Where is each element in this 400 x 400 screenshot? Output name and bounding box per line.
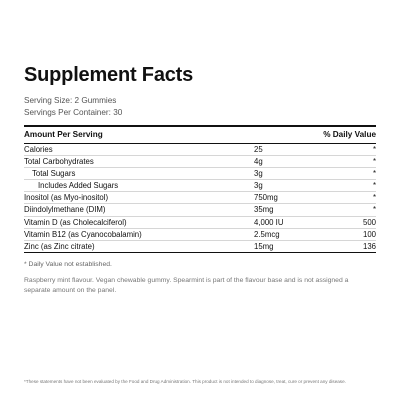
table-row — [24, 192, 376, 204]
nutrient-amount: 35mg — [254, 205, 274, 215]
table-row — [24, 156, 376, 168]
table-row — [24, 180, 376, 192]
nutrient-name: Total Sugars — [32, 169, 76, 179]
nutrient-name: Diindolylmethane (DIM) — [24, 205, 106, 215]
nutrient-name: Vitamin D (as Cholecalciferol) — [24, 217, 127, 227]
nutrient-amount: 3g — [254, 169, 263, 179]
nutrient-name: Total Carbohydrates — [24, 157, 94, 167]
nutrient-amount: 3g — [254, 181, 263, 191]
supplement-facts-panel — [24, 62, 376, 297]
table-row — [24, 204, 376, 216]
nutrient-amount: 4g — [254, 157, 263, 167]
nutrient-amount: 2.5mcg — [254, 229, 280, 239]
fda-disclaimer: *These statements have not been evaluated by the Food and Drug Administration. This product is not intended to diagnose, treat, cure or prevent any disease. — [24, 379, 346, 384]
nutrient-daily-value: 100 — [362, 229, 376, 239]
nutrient-amount: 25 — [254, 145, 263, 154]
table-row — [24, 229, 376, 241]
table-row — [24, 241, 376, 253]
nutrient-daily-value: 500 — [362, 217, 376, 227]
nutrient-amount: 15mg — [254, 241, 274, 251]
nutrient-daily-value: * — [372, 181, 376, 191]
nutrient-name: Includes Added Sugars — [38, 181, 119, 191]
nutrient-name: Zinc (as Zinc citrate) — [24, 241, 95, 251]
nutrient-name: Inositol (as Myo-inositol) — [24, 193, 109, 203]
nutrient-amount: 4,000 IU — [254, 217, 284, 227]
daily-value-header: % Daily Value — [323, 130, 376, 139]
table-row — [24, 144, 376, 156]
nutrient-amount: 750mg — [254, 193, 278, 203]
nutrient-daily-value: * — [372, 145, 376, 154]
product-description: Raspberry mint flavour. Vegan chewable gummy. Spearmint is part of the flavour base and is not assigned a separate amount on the panel. — [24, 276, 349, 295]
nutrient-daily-value: 136 — [362, 241, 376, 251]
nutrient-daily-value: * — [372, 169, 376, 179]
nutrient-name: Calories — [24, 145, 53, 154]
nutrient-name: Vitamin B12 (as Cyanocobalamin) — [24, 229, 142, 239]
table-row — [24, 168, 376, 180]
panel-title: Supplement Facts — [24, 64, 194, 86]
serving-size: Serving Size: 2 Gummies — [24, 96, 117, 105]
nutrient-table — [24, 144, 376, 253]
nutrient-daily-value: * — [372, 205, 376, 215]
table-row — [24, 217, 376, 229]
table-header — [24, 127, 376, 143]
amount-per-serving-header: Amount Per Serving — [24, 130, 103, 139]
servings-per-container: Servings Per Container: 30 — [24, 108, 123, 117]
nutrient-daily-value: * — [372, 157, 376, 167]
daily-value-footnote: * Daily Value not established. — [24, 260, 112, 268]
nutrient-daily-value: * — [372, 193, 376, 203]
